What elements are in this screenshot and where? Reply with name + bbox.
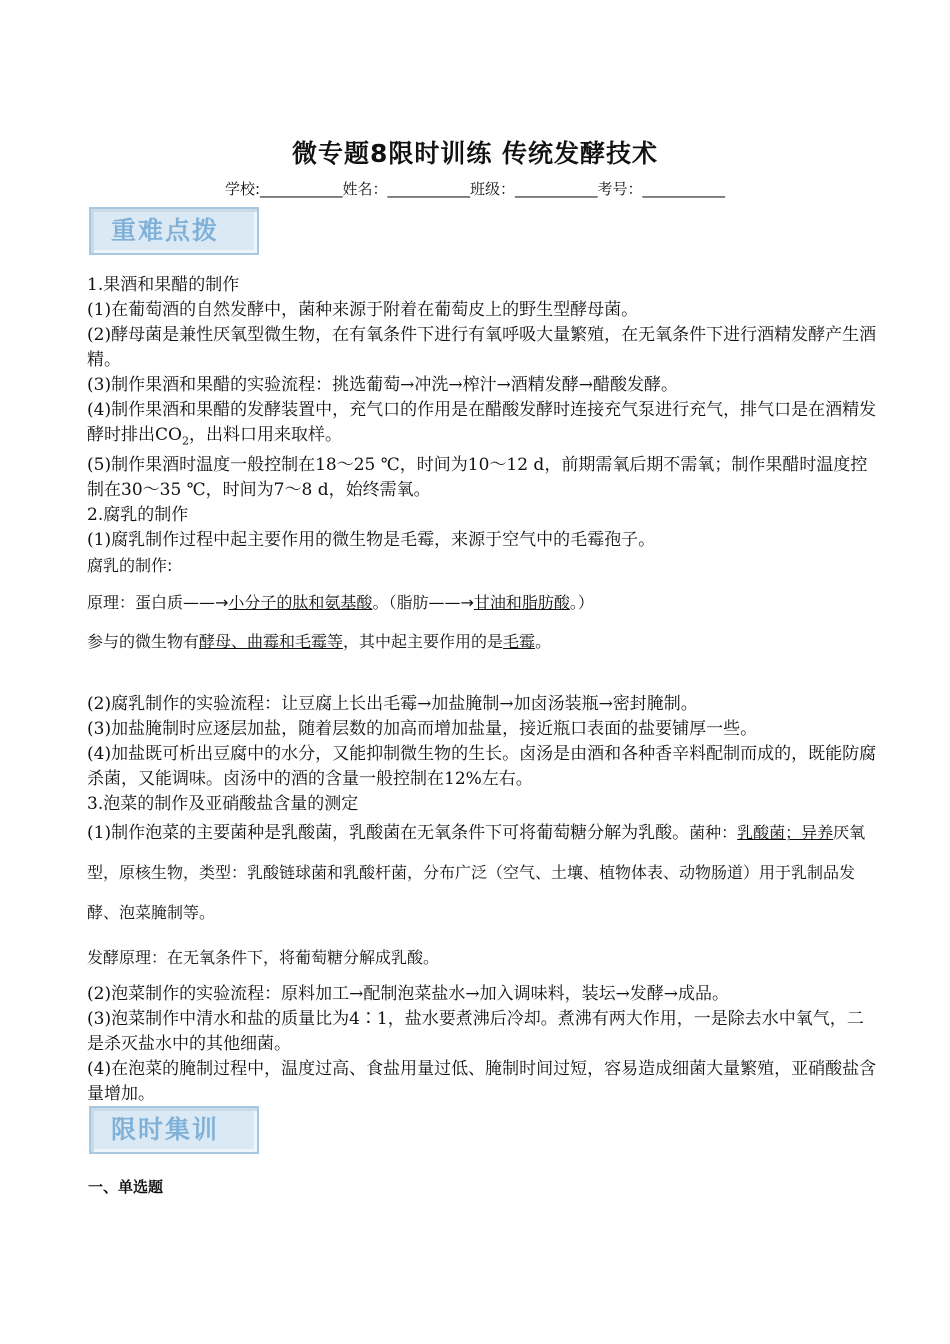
section-2-heading: 2.腐乳的制作: [87, 505, 189, 526]
s1-paragraph-3: (3)制作果酒和果醋的实验流程：挑选葡萄→冲洗→榨汁→酒精发酵→醋酸发酵。: [87, 375, 679, 395]
s3-paragraph-2: (2)泡菜制作的实验流程：原料加工→配制泡菜盐水→加入调味料，装坛→发酵→成品。: [87, 984, 730, 1005]
microbes-answer-1: 酵母、曲霉和毛霉等: [199, 632, 344, 652]
strain-answer: 乳酸菌；异养: [737, 823, 834, 843]
key-points-badge: [89, 207, 259, 255]
co2-subscript: 2: [181, 434, 189, 448]
s3-paragraph-1: [87, 813, 877, 933]
microbes-text-b: ，其中起主要作用的是: [343, 632, 504, 652]
s3-principle: 发酵原理：在无氧条件下，将葡萄糖分解成乳酸。: [87, 948, 440, 968]
s3-p1-text-a: (1)制作泡菜的主要菌种是乳酸菌，乳酸菌在无氧条件下可将葡萄糖分解为乳酸。: [87, 823, 690, 844]
s2-principle: [87, 590, 877, 615]
single-choice-heading: 一、单选题: [88, 1178, 164, 1196]
principle-text-b: 。（脂肪——→: [372, 593, 474, 613]
student-info-fields: 学校:___________姓名：___________班级：___________考号：___________: [224, 180, 726, 198]
practice-badge-label: 限时集训: [111, 1115, 220, 1144]
s1-paragraph-1: (1)在葡萄酒的自然发酵中，菌种来源于附着在葡萄皮上的野生型酵母菌。: [87, 300, 639, 320]
s2-paragraph-3: (3)加盐腌制时应逐层加盐，随着层数的加高而增加盐量，接近瓶口表面的盐要铺厚一些。: [87, 719, 758, 740]
s1-p4-text-a: (4)制作果酒和果醋的发酵装置中，充气口的作用是在醋酸发酵时连接充气泵进行充气，排气口是在酒精发酵时排出CO: [87, 400, 877, 445]
microbes-answer-2: 毛霉: [503, 632, 536, 652]
s1-paragraph-4: [87, 398, 877, 453]
strain-label: 菌种：: [689, 823, 738, 843]
content-body: [87, 273, 877, 1107]
principle-answer-1: 小分子的肽和氨基酸: [228, 593, 373, 613]
s2-paragraph-2: (2)腐乳制作的实验流程：让豆腐上长出毛霉→加盐腌制→加卤汤装瓶→密封腌制。: [87, 694, 698, 715]
s3-paragraph-4: (4)在泡菜的腌制过程中，温度过高、食盐用量过低、腌制时间过短，容易造成细菌大量繁殖，亚硝酸盐含量增加。: [87, 1059, 877, 1105]
section-3-heading: 3.泡菜的制作及亚硝酸盐含量的测定: [87, 794, 359, 815]
page-title: 微专题8限时训练 传统发酵技术: [291, 139, 659, 168]
principle-answer-2: 甘油和脂肪酸: [473, 593, 570, 613]
principle-text-a: 原理：蛋白质——→: [87, 593, 229, 613]
key-points-badge-label: 重难点拨: [111, 216, 220, 245]
s1-paragraph-2: (2)酵母菌是兼性厌氧型微生物，在有氧条件下进行有氧呼吸大量繁殖，在无氧条件下进行酒精发酵产生酒精。: [87, 325, 877, 370]
s2-microbes: [87, 629, 877, 654]
section-1-heading: 1.果酒和果醋的制作: [87, 275, 240, 295]
microbes-text-a: 参与的微生物有: [87, 632, 200, 652]
s2-subheading: 腐乳的制作:: [87, 556, 173, 576]
s1-paragraph-5: (5)制作果酒时温度一般控制在18～25 ℃，时间为10～12 d，前期需氧后期不需氧；制作果醋时温度控制在30～35 ℃，时间为7～8 d，始终需氧。: [87, 455, 868, 501]
microbes-text-c: 。: [535, 632, 552, 652]
s3-paragraph-3: (3)泡菜制作中清水和盐的质量比为4∶1，盐水要煮沸后冷却。煮沸有两大作用，一是除去水中氧气，二是杀灭盐水中的其他细菌。: [87, 1009, 864, 1055]
principle-text-c: 。）: [569, 593, 594, 613]
s1-p4-text-b: ，出料口用来取样。: [188, 425, 342, 445]
practice-badge: [89, 1106, 259, 1154]
strain-description: 厌氧型，原核生物，类型：乳酸链球菌和乳酸杆菌，分布广泛（空气、土壤、植物体表、动物肠道）用于乳制品发酵、泡菜腌制等。: [87, 823, 866, 923]
s2-paragraph-1: (1)腐乳制作过程中起主要作用的微生物是毛霉，来源于空气中的毛霉孢子。: [87, 530, 656, 551]
s2-paragraph-4: (4)加盐既可析出豆腐中的水分，又能抑制微生物的生长。卤汤是由酒和各种香辛料配制而成的，既能防腐杀菌，又能调味。卤汤中的酒的含量一般控制在12%左右。: [87, 744, 877, 790]
